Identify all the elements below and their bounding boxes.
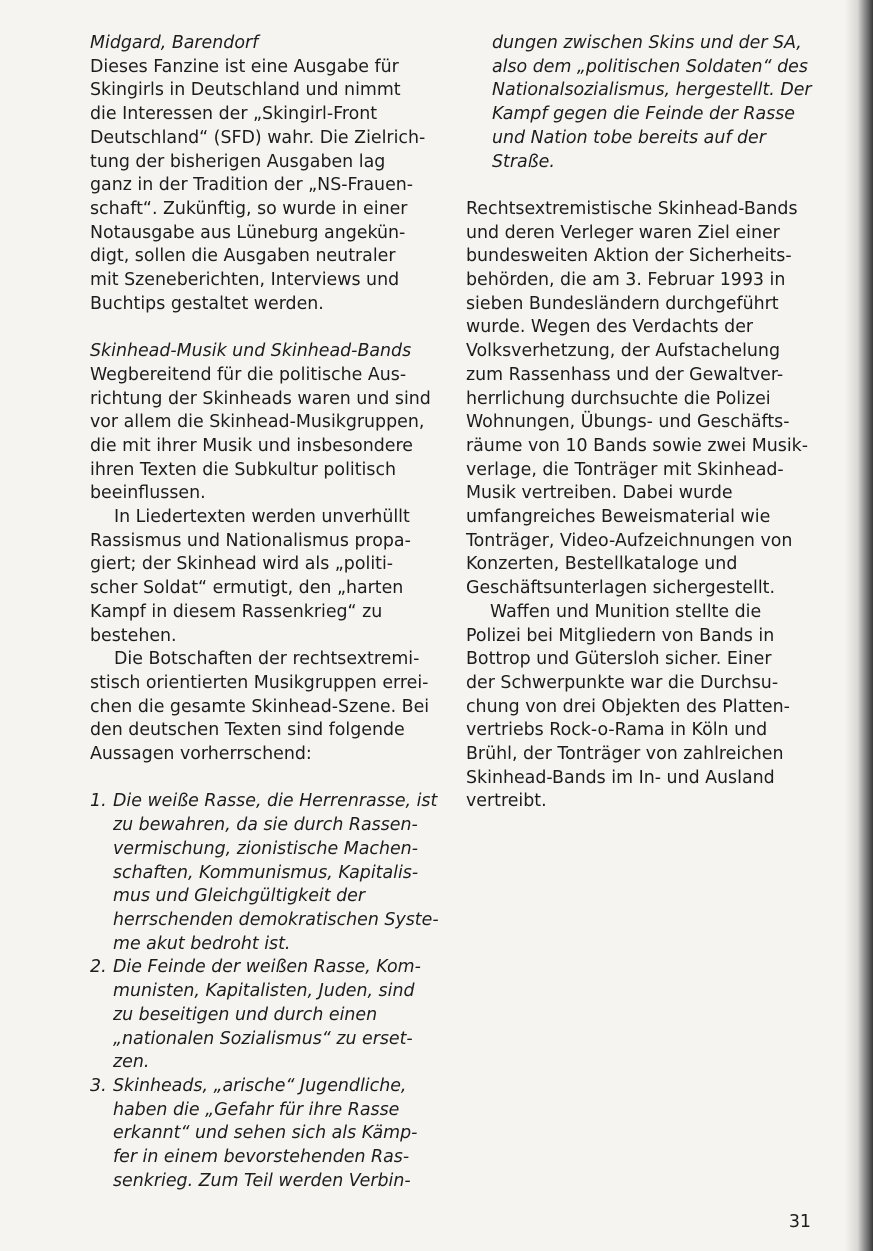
section-midgard [90,32,435,316]
text-line: Bottrop und Gütersloh sicher. Einer [466,649,772,670]
text-line: und Nation tobe bereits auf der [492,127,766,148]
list-item [90,790,439,956]
text-line: richtung der Skinheads waren und sind [90,388,431,409]
text-line: haben die „Gefahr für ihre Rasse [113,1099,400,1120]
spacer [466,174,811,198]
text-line: Konzerten, Bestellkataloge und [466,554,738,575]
text-line: bundesweiten Aktion der Sicherheits- [466,246,792,267]
text-line: Geschäftsunterlagen sichergestellt. [466,578,776,599]
text-line: Volksverhetzung, der Aufstachelung [466,341,780,362]
text-line: Brühl, der Tonträger von zahlreichen [466,744,784,765]
text-line: Die weiße Rasse, die Herrenrasse, ist [113,791,438,812]
text-line: erkannt“ und sehen sich als Kämp- [113,1123,418,1144]
section-skinhead-musik [90,340,435,767]
statement-list [90,790,439,1193]
text-line: Deutschland“ (SFD) wahr. Die Zielrich- [90,127,426,148]
text-line: bestehen. [90,625,177,646]
paragraph [466,198,811,601]
section-heading: Skinhead-Musik und Skinhead-Bands [90,341,412,362]
text-line: Kampf in diesem Rassenkrieg“ zu [90,601,383,622]
text-line: vertriebs Rock-o-Rama in Köln und [466,720,768,741]
left-column [90,32,439,1193]
text-line: Kampf gegen die Feinde der Rasse [492,104,795,125]
text-line: zu bewahren, da sie durch Rassen- [113,815,418,836]
text-line: behörden, die am 3. Februar 1993 in [466,270,786,291]
text-line: also dem „politischen Soldaten“ des [492,56,808,77]
text-line: fer in einem bevorstehenden Ras- [113,1147,410,1168]
text-line: digt, sollen die Ausgaben neutraler [90,246,396,267]
text-line: munisten, Kapitalisten, Juden, sind [113,981,415,1002]
text-line: ganz in der Tradition der „NS-Frauen- [90,175,414,196]
spacer [90,767,435,791]
text-line: chung von drei Objekten des Platten- [466,696,790,717]
text-line: verlage, die Tonträger mit Skinhead- [466,459,784,480]
text-line: „nationalen Sozialismus“ zu erset- [113,1028,413,1049]
text-line: schaften, Kommunismus, Kapitalis- [113,862,419,883]
text-line: herrlichung durchsuchte die Polizei [466,388,771,409]
list-continuation [466,32,811,174]
text-line: tung der bisherigen Ausgaben lag [90,151,386,172]
text-line: vor allem die Skinhead-Musikgruppen, [90,412,425,433]
paragraph [90,648,435,767]
text-line: die Interessen der „Skingirl-Front [90,104,378,125]
text-line: scher Soldat“ ermutigt, den „harten [90,578,404,599]
text-line: chen die gesamte Skinhead-Szene. Bei [90,696,430,717]
text-line: stisch orientierten Musikgruppen errei- [90,672,429,693]
text-line: zen. [113,1052,150,1073]
text-line: vermischung, zionistische Machen- [113,838,418,859]
text-line: zum Rassenhass und der Gewaltver- [466,364,784,385]
text-line: beeinflussen. [90,483,206,504]
text-line: Aussagen vorherrschend: [90,744,312,765]
page-number: 31 [788,1212,811,1232]
text-line: Rassismus und Nationalismus propa- [90,530,411,551]
text-line: In Liedertexten werden unverhüllt [114,507,410,528]
text-line: giert; der Skinhead wird als „politi- [90,554,394,575]
list-number: 1. [90,791,107,812]
text-line: Skinheads, „arische“ Jugendliche, [113,1075,407,1096]
text-line: herrschenden demokratischen Syste- [113,909,439,930]
text-line: Polizei bei Mitgliedern von Bands in [466,625,775,646]
text-line: Die Botschaften der rechtsextremi- [114,649,420,670]
text-line: den deutschen Texten sind folgende [90,720,405,741]
right-column [466,32,811,814]
paragraph [90,56,435,317]
text-line: Wohnungen, Übungs- und Geschäfts- [466,412,790,433]
text-line: räume von 10 Bands sowie zwei Musik- [466,435,809,456]
paragraph [90,364,435,506]
text-line: Straße. [492,151,555,172]
text-line: schaft“. Zukünftig, so wurde in einer [90,198,408,219]
section-heading: Midgard, Barendorf [90,33,259,53]
text-line: die mit ihrer Musik und insbesondere [90,435,413,456]
text-line: und deren Verleger waren Ziel einer [466,222,780,243]
text-line: Skinhead-Bands im In- und Ausland [466,767,775,788]
text-line: Notausgabe aus Lüneburg angekün- [90,222,406,243]
text-line: Skingirls in Deutschland und nimmt [90,80,401,101]
text-line: senkrieg. Zum Teil werden Verbin- [113,1170,411,1191]
text-line: Waffen und Munition stellte die [490,601,762,622]
text-line: Tonträger, Video-Aufzeichnungen von [466,530,793,551]
paragraph [466,601,811,814]
text-line: Die Feinde der weißen Rasse, Kom- [113,957,421,978]
text-line: Buchtips gestaltet werden. [90,293,324,314]
text-line: vertreibt. [466,791,547,812]
text-line: dungen zwischen Skins und der SA, [492,33,802,53]
text-line: Wegbereitend für die politische Aus- [90,364,407,385]
text-line: der Schwerpunkte war die Durchsu- [466,672,779,693]
paragraph [90,506,435,648]
text-line: zu beseitigen und durch einen [113,1004,378,1025]
text-line: wurde. Wegen des Verdachts der [466,317,754,338]
list-item [90,956,435,1075]
text-line: sieben Bundesländern durchgeführt [466,293,779,314]
text-line: umfangreiches Beweismaterial wie [466,507,771,528]
text-line: me akut bedroht ist. [113,933,291,954]
text-line: Musik vertreiben. Dabei wurde [466,483,733,504]
book-spine-shadow [845,0,873,1251]
list-item [90,1075,435,1194]
text-line: Nationalsozialismus, hergestellt. Der [492,80,812,101]
list-number: 2. [90,957,107,978]
text-line: mit Szeneberichten, Interviews und [90,270,400,291]
list-number: 3. [90,1075,107,1096]
text-line: Dieses Fanzine ist eine Ausgabe für [90,56,399,77]
text-line: Rechtsextremistische Skinhead-Bands [466,198,798,219]
spacer [90,316,435,340]
text-line: mus und Gleichgültigkeit der [113,886,366,907]
text-line: ihren Texten die Subkultur politisch [90,459,397,480]
